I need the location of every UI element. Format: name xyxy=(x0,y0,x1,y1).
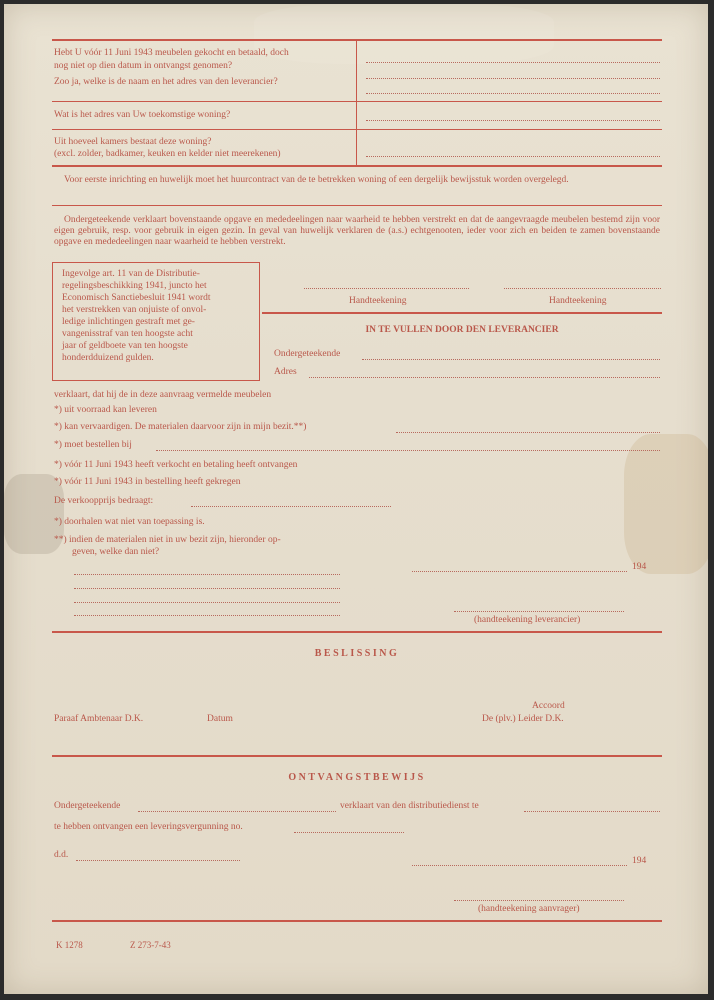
decision-accoord: Accoord xyxy=(532,701,565,711)
receipt-year: 194 xyxy=(632,856,647,866)
supplier-year: 194 xyxy=(632,562,647,572)
receipt-date-field[interactable] xyxy=(412,865,627,866)
supplier-address-field[interactable] xyxy=(309,377,660,378)
penalty-line: ledige inlichtingen gestraft met ge- xyxy=(62,317,195,327)
answer-1-line[interactable] xyxy=(366,78,660,79)
decision-leider: De (plv.) Leider D.K. xyxy=(482,714,564,724)
supplier-statement: verklaart, dat hij de in deze aanvraag vermelde meubelen xyxy=(54,390,272,400)
materials-line[interactable] xyxy=(74,615,340,616)
signature-left-label: Handteekening xyxy=(349,296,407,306)
penalty-line: jaar of geldboete van ten hoogste xyxy=(62,341,188,351)
decision-heading: BESLISSING xyxy=(314,648,400,659)
table-divider xyxy=(356,39,357,166)
answer-2-line[interactable] xyxy=(366,120,660,121)
receipt-bottom-rule xyxy=(52,920,662,922)
receipt-undersigned-field[interactable] xyxy=(138,811,336,812)
receipt-line1-mid: verklaart van den distributiedienst te xyxy=(340,801,479,811)
receipt-office-field[interactable] xyxy=(524,811,660,812)
receipt-permit-no-field[interactable] xyxy=(294,832,404,833)
question-3-line-2: (excl. zolder, badkamer, keuken en kelder niet meerekenen) xyxy=(54,149,281,159)
table-bottom-rule xyxy=(52,165,662,167)
supplier-undersigned-field[interactable] xyxy=(362,359,660,360)
penalty-line: honderdduizend gulden. xyxy=(62,353,154,363)
supplier-signature-label: (handteekening leverancier) xyxy=(474,615,581,625)
receipt-heading: ONTVANGSTBEWIJS xyxy=(288,772,426,783)
penalty-line: Economisch Sanctiebesluit 1941 wordt xyxy=(62,293,211,303)
supplier-option: *) vóór 11 Juni 1943 heeft verkocht en betaling heeft ontvangen xyxy=(54,460,298,470)
supplier-option-field[interactable] xyxy=(396,432,660,433)
answer-1-line[interactable] xyxy=(366,93,660,94)
decision-paraaf: Paraaf Ambtenaar D.K. xyxy=(54,714,144,724)
penalty-line: het verstrekken van onjuiste of onvol- xyxy=(62,305,207,315)
signature-line-right[interactable] xyxy=(504,288,661,289)
question-3-line-1: Uit hoeveel kamers bestaat deze woning? xyxy=(54,137,212,147)
supplier-date-field[interactable] xyxy=(412,571,627,572)
supplier-option: *) vóór 11 Juni 1943 in bestelling heeft gekregen xyxy=(54,477,241,487)
materials-line[interactable] xyxy=(74,588,340,589)
question-1-line-2: nog niet op dien datum in ontvangst genomen? xyxy=(54,61,233,71)
penalty-line: vangenisstraf van ten hoogste acht xyxy=(62,329,193,339)
supplier-section-rule xyxy=(262,312,662,314)
supplier-signature-line[interactable] xyxy=(454,611,624,612)
answer-1-line[interactable] xyxy=(366,62,660,63)
answer-3-line[interactable] xyxy=(366,156,660,157)
receipt-line2-label: te hebben ontvangen een leveringsvergunning no. xyxy=(54,822,243,832)
order-from-field[interactable] xyxy=(156,450,660,451)
receipt-dd-field[interactable] xyxy=(76,860,240,861)
table-rule xyxy=(52,129,662,130)
table-rule xyxy=(52,101,662,102)
supplier-option: *) uit voorraad kan leveren xyxy=(54,405,157,415)
question-2: Wat is het adres van Uw toekomstige woning? xyxy=(54,110,231,120)
signature-right-label: Handteekening xyxy=(549,296,607,306)
materials-line[interactable] xyxy=(74,602,340,603)
receipt-dd-label: d.d. xyxy=(54,850,69,860)
sale-price-label: De verkoopprijs bedraagt: xyxy=(54,496,154,506)
question-1-line-3: Zoo ja, welke is de naam en het adres van den leverancier? xyxy=(54,77,278,87)
receipt-undersigned-label: Ondergeteekende xyxy=(54,801,121,811)
materials-line[interactable] xyxy=(74,574,340,575)
signature-line-left[interactable] xyxy=(304,288,469,289)
decision-top-rule xyxy=(52,631,662,633)
note-first-furnishing: Voor eerste inrichting en huwelijk moet het huurcontract van de te betrekken woning of een dergelijk bewijsstuk worden overgelegd. xyxy=(64,175,569,185)
sale-price-field[interactable] xyxy=(191,506,391,507)
declaration-text: Ondergeteekende verklaart bovenstaande opgave en mededeelingen naar waarheid te hebben verstrekt en dat de aangevraagde meubelen bestemd zijn voor eigen gebruik, resp. voor gebruik in eigen gezin. In geval van huwelijk verklaren de (a.s.) echtgenooten, ieder voor zich en beiden te zamen bovenstaande opgave en mededeelingen naar waarheid te hebben verstrekt. xyxy=(54,215,660,247)
supplier-option: *) kan vervaardigen. De materialen daarvoor zijn in mijn bezit.**) xyxy=(54,422,307,432)
footnote-strike: *) doorhalen wat niet van toepassing is. xyxy=(54,517,205,527)
receipt-top-rule xyxy=(52,755,662,757)
decision-datum: Datum xyxy=(207,714,233,724)
footnote-materials: **) indien de materialen niet in uw bezit zijn, hieronder op- xyxy=(54,535,281,545)
supplier-undersigned-label: Ondergeteekende xyxy=(274,349,341,359)
receipt-signature-line[interactable] xyxy=(454,900,624,901)
supplier-option: *) moet bestellen bij xyxy=(54,440,132,450)
form-sheet xyxy=(4,4,708,994)
penalty-line: Ingevolge art. 11 van de Distributie- xyxy=(62,269,200,279)
print-code: Z 273-7-43 xyxy=(130,940,171,950)
penalty-line: regelingsbeschikking 1941, juncto het xyxy=(62,281,207,291)
form-code: K 1278 xyxy=(56,940,83,950)
table-top-rule xyxy=(52,39,662,41)
supplier-heading: IN TE VULLEN DOOR DEN LEVERANCIER xyxy=(365,325,559,335)
section-rule xyxy=(52,205,662,206)
receipt-signature-label: (handteekening aanvrager) xyxy=(478,904,580,914)
supplier-address-label: Adres xyxy=(274,367,297,377)
question-1-line-1: Hebt U vóór 11 Juni 1943 meubelen gekocht en betaald, doch xyxy=(54,48,289,58)
footnote-materials-cont: geven, welke dan niet? xyxy=(72,547,160,557)
